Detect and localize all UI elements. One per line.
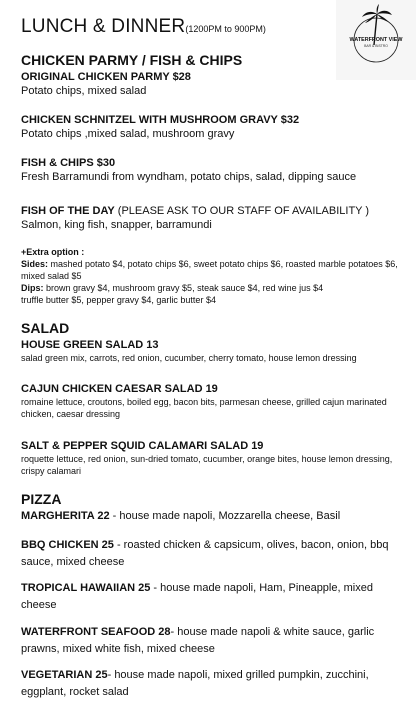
extra-dips <box>21 282 406 294</box>
item-name-text: FISH OF THE DAY <box>21 205 115 217</box>
item-name: WATERFRONT SEAFOOD 28 <box>21 626 171 638</box>
item-description: - house made napoli & white sauce, garlic prawns, mixed white fish, mixed cheese <box>21 626 375 655</box>
item-name: MARGHERITA 22 <box>21 510 110 522</box>
menu-item <box>21 440 406 477</box>
title-text: LUNCH & DINNER <box>21 16 186 37</box>
item-name: ORIGINAL CHICKEN PARMY $28 <box>21 71 191 83</box>
item-name <box>21 205 406 218</box>
menu-item <box>21 624 406 658</box>
section-heading-salad: SALAD <box>21 320 70 336</box>
menu-item <box>21 383 406 420</box>
item-name: BBQ CHICKEN 25 <box>21 539 114 551</box>
item-name: CAJUN CHICKEN CAESAR SALAD 19 <box>21 383 218 395</box>
item-name: TROPICAL HAWAIIAN 25 <box>21 582 151 594</box>
menu-item <box>21 537 406 571</box>
extra-heading: +Extra option : <box>21 247 85 257</box>
menu-item <box>21 580 406 614</box>
menu-item <box>21 339 406 364</box>
item-note: (PLEASE ASK TO OUR STAFF OF AVAILABILITY ) <box>114 205 370 217</box>
item-description: Potato chips ,mixed salad, mushroom gravy <box>21 128 235 140</box>
menu-item <box>21 205 406 233</box>
item-description: Fresh Barramundi from wyndham, potato chips, salad, dipping sauce <box>21 171 357 183</box>
extra-options <box>21 246 406 306</box>
dips-label: Dips: <box>21 283 44 293</box>
item-description: - house made napoli, Ham, Pineapple, mixed cheese <box>21 582 373 611</box>
logo-tagline: BAR & BISTRO <box>364 44 388 48</box>
item-name: CHICKEN SCHNITZEL WITH MUSHROOM GRAVY $32 <box>21 114 300 126</box>
item-description: - house made napoli, mixed grilled pumpkin, zucchini, eggplant, rocket salad <box>21 669 369 698</box>
item-description: - roasted chicken & capsicum, olives, bacon, onion, bbq sauce, mixed cheese <box>21 539 389 568</box>
menu-item <box>21 508 406 525</box>
section-heading-chicken: CHICKEN PARMY / FISH & CHIPS <box>21 52 243 68</box>
menu-item <box>21 71 406 99</box>
palm-tree-icon <box>336 0 416 80</box>
restaurant-logo <box>336 0 416 80</box>
menu-item <box>21 157 406 185</box>
item-name: VEGETARIAN 25 <box>21 669 108 681</box>
item-description: romaine lettuce, croutons, boiled egg, bacon bits, parmesan cheese, grilled cajun marinated chicken, caesar dressing <box>21 397 387 419</box>
sides-text: mashed potato $4, potato chips $6, sweet potato chips $6, roasted marble potatoes $6, mixed salad $5 <box>21 259 398 281</box>
extra-dips-2: truffle butter $5, pepper gravy $4, garlic butter $4 <box>21 295 216 305</box>
hours-text: (1200PM to 900PM) <box>185 24 266 34</box>
page-title <box>21 16 266 38</box>
menu-item <box>21 667 406 701</box>
item-name: HOUSE GREEN SALAD 13 <box>21 339 159 351</box>
item-description: roquette lettuce, red onion, sun-dried tomato, cucumber, orange bites, house lemon dressing, crispy calamari <box>21 454 393 476</box>
sides-label: Sides: <box>21 259 49 269</box>
menu-item <box>21 114 406 142</box>
item-description: - house made napoli, Mozzarella cheese, Basil <box>109 510 341 522</box>
item-name: FISH & CHIPS $30 <box>21 157 116 169</box>
item-description: Salmon, king fish, snapper, barramundi <box>21 219 212 231</box>
dips-text: brown gravy $4, mushroom gravy $5, steak sauce $4, red wine jus $4 <box>43 283 324 293</box>
logo-brand: WATERFRONT VIEW <box>349 37 403 43</box>
extra-sides <box>21 258 406 282</box>
item-name: SALT & PEPPER SQUID CALAMARI SALAD 19 <box>21 440 264 452</box>
section-heading-pizza: PIZZA <box>21 491 62 507</box>
item-description: salad green mix, carrots, red onion, cucumber, cherry tomato, house lemon dressing <box>21 353 357 363</box>
item-description: Potato chips, mixed salad <box>21 85 147 97</box>
